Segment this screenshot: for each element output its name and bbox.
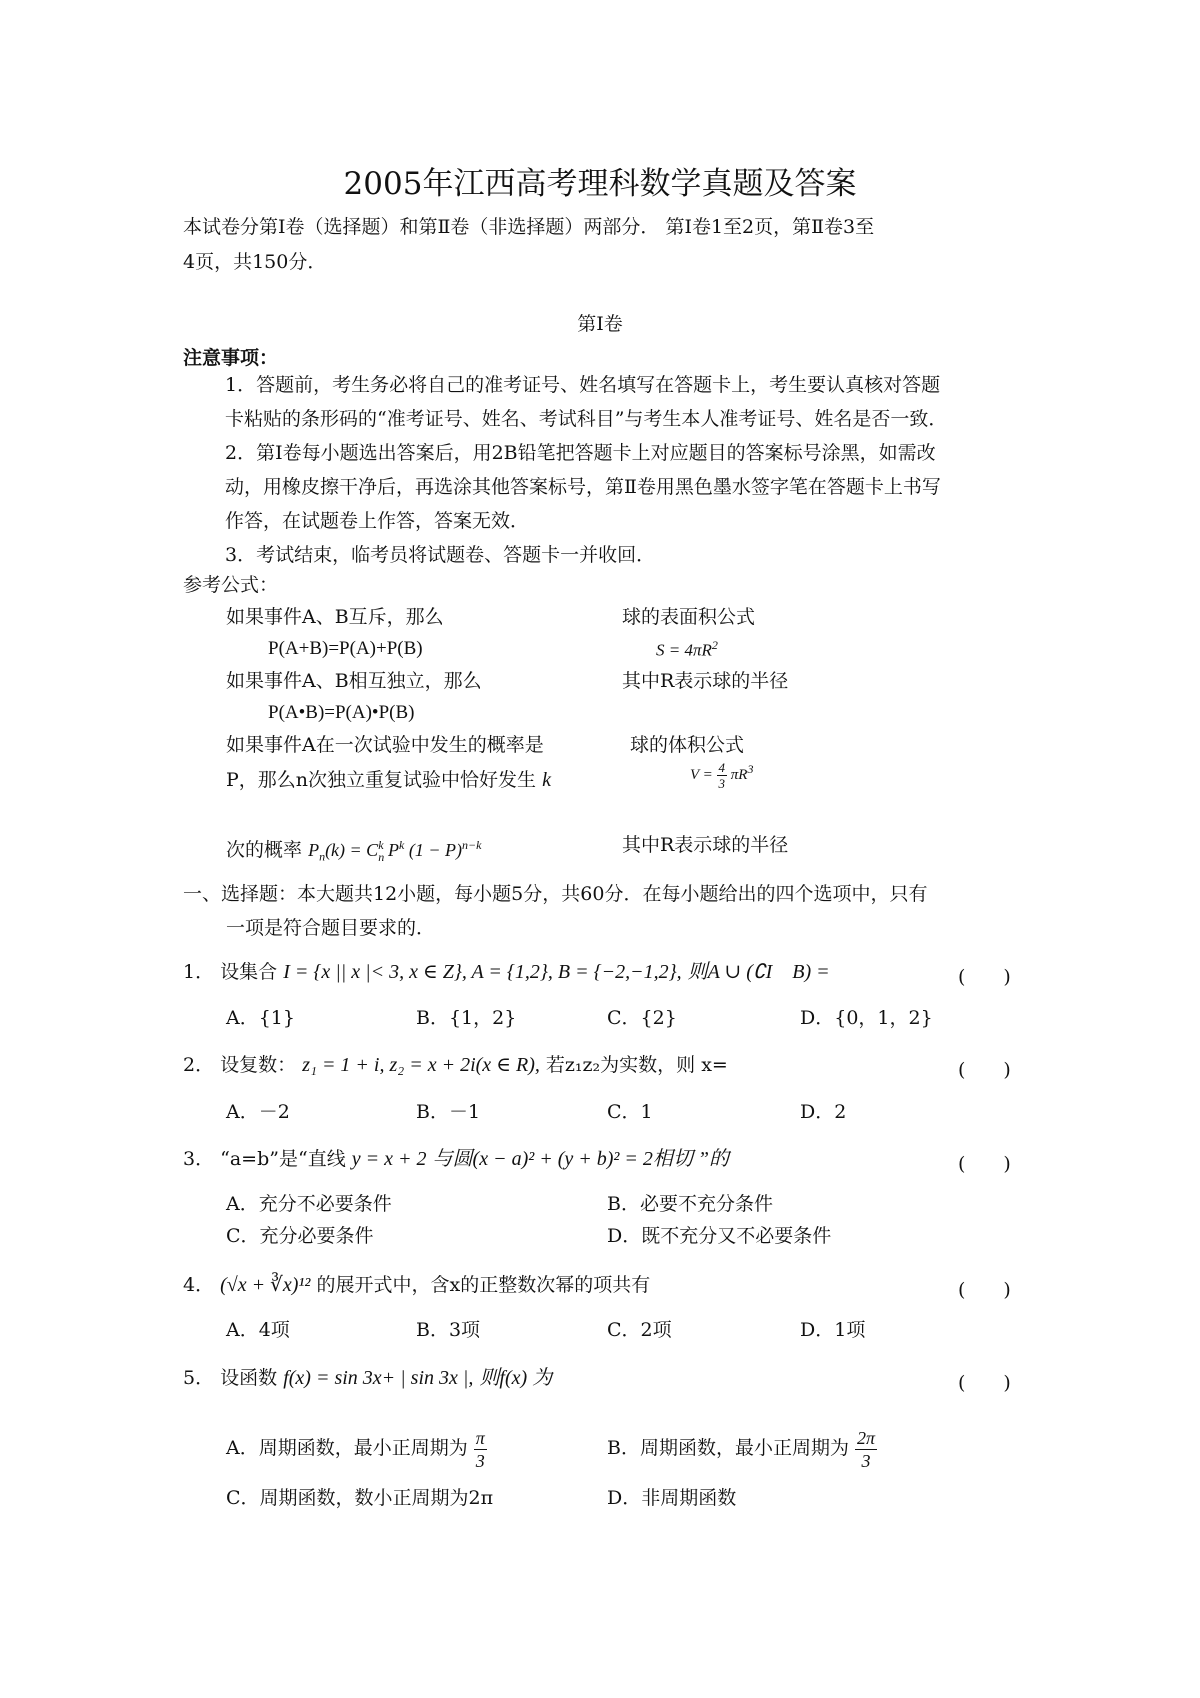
formula-addition: P(A+B)=P(A)+P(B) <box>268 638 423 659</box>
formula-binomial-label: 次的概率 <box>226 839 303 861</box>
question-5-math: f(x) = sin 3x+ | sin 3x |, <box>283 1367 474 1389</box>
question-2-prefix: 设复数： <box>220 1054 297 1076</box>
q5-option-d: D．非周期函数 <box>607 1487 737 1509</box>
question-2 <box>183 1048 728 1082</box>
answer-blank-5[interactable]: ( ) <box>958 1372 1011 1394</box>
q3-option-b: B．必要不充分条件 <box>607 1193 773 1215</box>
question-3-prefix: “a=b”是“直线 <box>220 1148 346 1170</box>
question-3-suffix: 与圆(x − a)² + (y + b)² = 2相切 ”的 <box>432 1148 730 1170</box>
part1-line-1: 一、选择题：本大题共12小题，每小题5分，共60分．在每小题给出的四个选项中，只有 <box>183 883 928 905</box>
formula-sphere-volume-label: 球的体积公式 <box>630 734 745 756</box>
q2-option-a: A．－2 <box>226 1101 290 1123</box>
question-5-suffix: 则f(x) 为 <box>479 1367 553 1389</box>
question-1-math: I = {x || x |< 3, x ∈ Z}, A = {1,2}, B = {−2,−1,2}, <box>283 961 682 983</box>
q5-option-a-fraction: $\frac{\pi}{3}$ <box>475 1427 485 1471</box>
formula-prob-text-2 <box>226 763 551 797</box>
answer-blank-4[interactable]: ( ) <box>958 1279 1011 1301</box>
formula-sphere-volume: V = $\frac{4}{3}$ $\pi R^3$ <box>690 760 754 791</box>
q2-option-c: C．1 <box>607 1101 653 1123</box>
intro-line-2: 4页，共150分． <box>183 251 327 273</box>
q3-option-d: D．既不充分又不必要条件 <box>607 1225 832 1247</box>
q4-option-d: D．1项 <box>800 1319 866 1341</box>
q1-option-d: D．{0，1，2} <box>800 1007 933 1029</box>
q3-option-c: C．充分必要条件 <box>226 1225 374 1247</box>
formulas-heading: 参考公式： <box>183 574 279 596</box>
formula-binomial-expression: $P_n(k) = C_n^k$ $P^k$ $(1 - P)^{n-k}$ <box>308 838 482 864</box>
question-3-math: y = x + 2 <box>351 1148 427 1170</box>
question-1 <box>183 955 830 989</box>
q2-option-d: D．2 <box>800 1101 847 1123</box>
notice-heading: 注意事项： <box>183 347 279 369</box>
question-1-number: 1． <box>183 961 215 983</box>
answer-blank-1[interactable]: ( ) <box>958 966 1011 988</box>
page-title: 2005年江西高考理科数学真题及答案 <box>343 166 857 202</box>
question-4-number: 4． <box>183 1274 215 1296</box>
notice-item-1a: 1．答题前，考生务必将自己的准考证号、姓名填写在答题卡上，考生要认真核对答题 <box>225 374 941 396</box>
formula-k: k <box>542 769 551 791</box>
question-1-suffix: 则A ∪ (∁I B) = <box>687 961 830 983</box>
question-5-number: 5． <box>183 1367 215 1389</box>
q1-option-a: A．{1} <box>226 1007 295 1029</box>
formula-sphere-area-label: 球的表面积公式 <box>622 606 756 628</box>
formula-prob-text-1: 如果事件A在一次试验中发生的概率是 <box>226 734 544 756</box>
question-4 <box>183 1268 650 1302</box>
q4-option-b: B．3项 <box>416 1319 481 1341</box>
formula-binomial <box>226 828 481 874</box>
q3-option-a: A．充分不必要条件 <box>226 1193 392 1215</box>
notice-item-3: 3．考试结束，临考员将试题卷、答题卡一并收回． <box>225 544 656 566</box>
answer-blank-2[interactable]: ( ) <box>958 1059 1011 1081</box>
q5-option-b-label: B．周期函数，最小正周期为 <box>607 1437 849 1459</box>
question-2-number: 2． <box>183 1054 215 1076</box>
q1-option-c: C．{2} <box>607 1007 677 1029</box>
formula-mutually-exclusive: 如果事件A、B互斥，那么 <box>226 606 444 628</box>
question-5-prefix: 设函数 <box>220 1367 278 1389</box>
question-2-math: z₁ = 1 + i, z₂ = x + 2i(x ∈ R), <box>302 1054 540 1076</box>
formula-independent: 如果事件A、B相互独立，那么 <box>226 670 482 692</box>
q1-option-b: B．{1，2} <box>416 1007 517 1029</box>
question-1-prefix: 设集合 <box>220 961 278 983</box>
intro-line-1: 本试卷分第Ⅰ卷（选择题）和第Ⅱ卷（非选择题）两部分． 第Ⅰ卷1至2页，第Ⅱ卷3至 <box>183 216 875 238</box>
volume-fraction: $\frac{4}{3}$ <box>718 760 726 791</box>
question-4-suffix: 的展开式中，含x的正整数次幂的项共有 <box>316 1274 651 1296</box>
part1-line-2: 一项是符合题目要求的． <box>226 917 436 939</box>
notice-item-2c: 作答，在试题卷上作答，答案无效． <box>225 510 530 532</box>
question-3-number: 3． <box>183 1148 215 1170</box>
question-2-suffix: 若z₁z₂为实数，则 x= <box>545 1054 728 1076</box>
formula-sphere-area: $S = 4\pi R^2$ <box>656 638 718 660</box>
q2-option-b: B．－1 <box>416 1101 481 1123</box>
q4-option-c: C．2项 <box>607 1319 672 1341</box>
q5-option-a-label: A．周期函数，最小正周期为 <box>226 1437 468 1459</box>
notice-item-2a: 2．第Ⅰ卷每小题选出答案后，用2B铅笔把答题卡上对应题目的答案标号涂黑，如需改 <box>225 442 936 464</box>
q4-option-a: A．4项 <box>226 1319 290 1341</box>
formula-prob-text-2-label: P，那么n次独立重复试验中恰好发生 <box>226 769 537 791</box>
section-title: 第Ⅰ卷 <box>577 313 623 335</box>
question-5 <box>183 1361 552 1395</box>
notice-item-1b: 卡粘贴的条形码的“准考证号、姓名、考试科目”与考生本人准考证号、姓名是否一致． <box>225 408 948 430</box>
q5-option-c: C．周期函数，数小正周期为2π <box>226 1487 494 1509</box>
question-3 <box>183 1142 729 1176</box>
answer-blank-3[interactable]: ( ) <box>958 1153 1011 1175</box>
q5-option-b <box>607 1422 877 1474</box>
formula-radius-note-1: 其中R表示球的半径 <box>622 670 789 692</box>
notice-item-2b: 动，用橡皮擦干净后，再选涂其他答案标号，第Ⅱ卷用黑色墨水签字笔在答题卡上书写 <box>225 476 941 498</box>
question-4-math: (√x + ∛x)¹² <box>220 1274 311 1296</box>
q5-option-a <box>226 1422 487 1474</box>
q5-option-b-fraction: $\frac{2\pi}{3}$ <box>857 1427 876 1471</box>
formula-radius-note-2: 其中R表示球的半径 <box>622 834 789 856</box>
formula-multiplication: P(A•B)=P(A)•P(B) <box>268 702 415 723</box>
